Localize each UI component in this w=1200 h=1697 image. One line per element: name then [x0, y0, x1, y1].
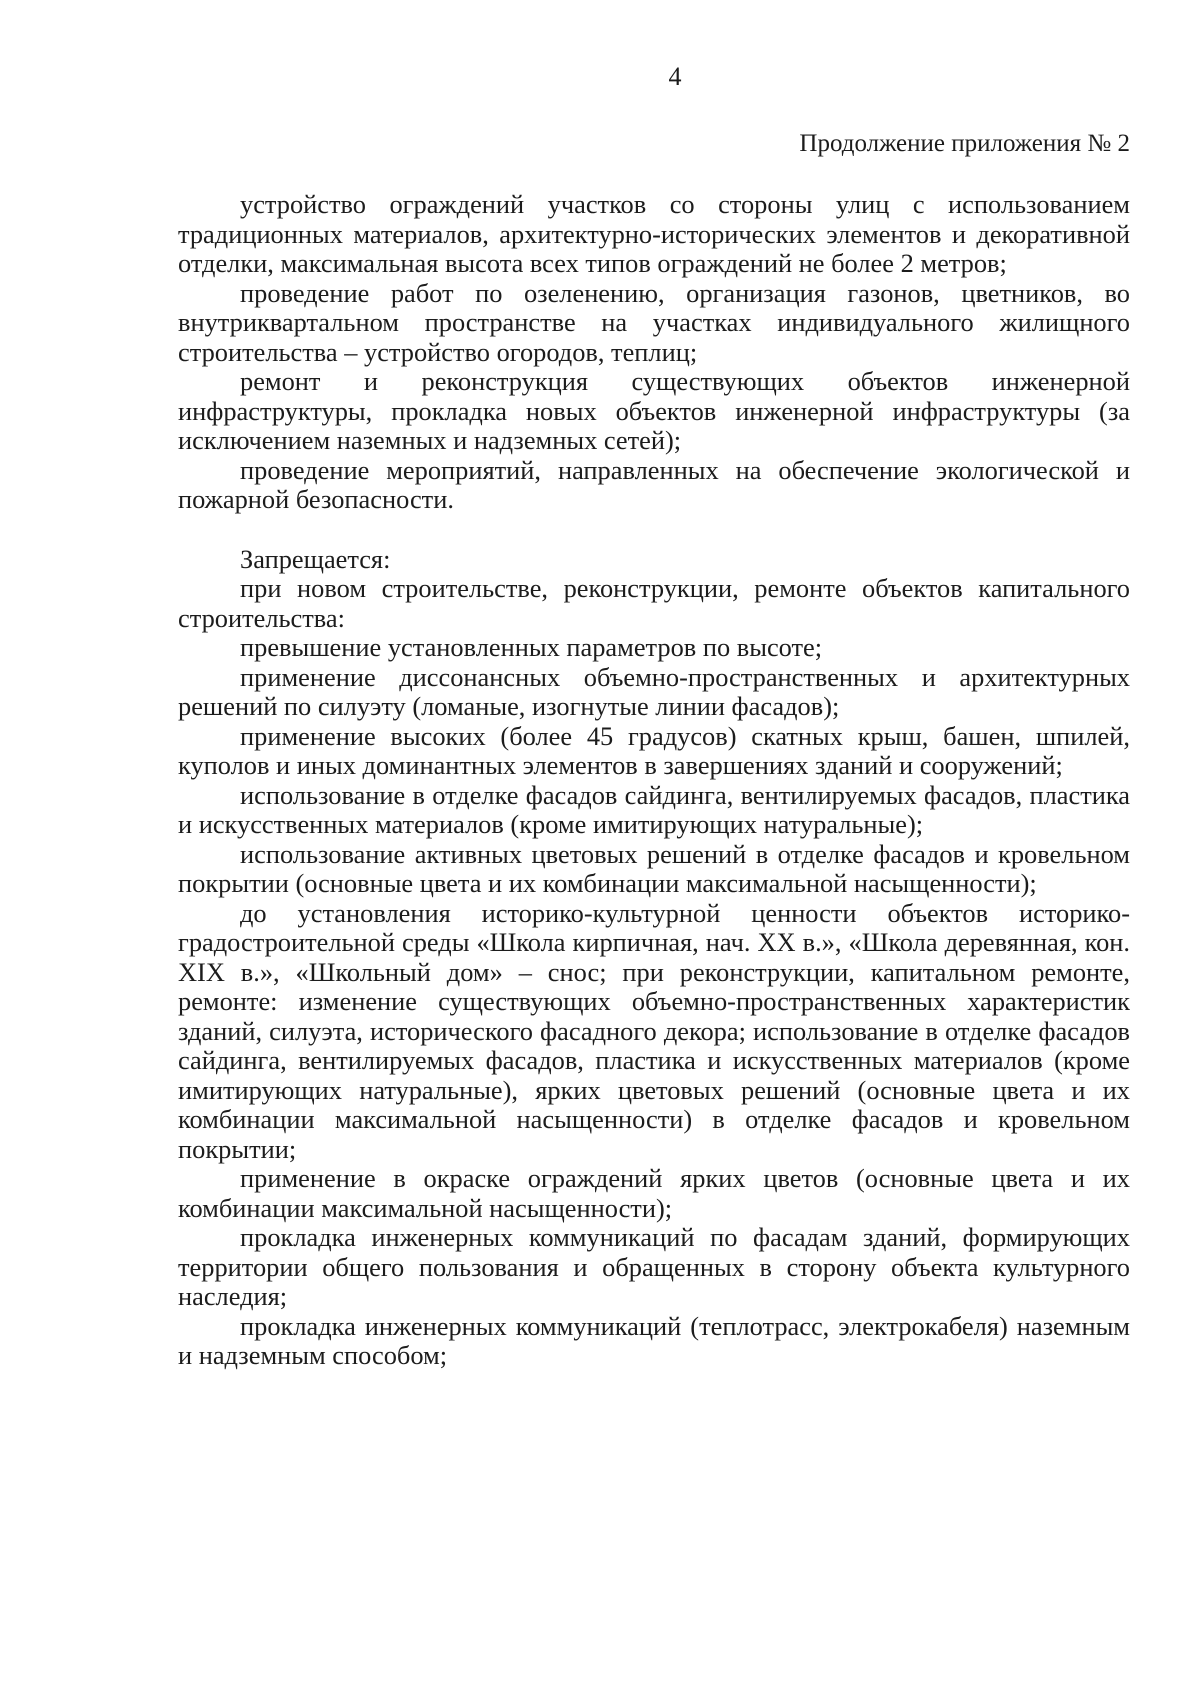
paragraph-infrastructure-repair: ремонт и реконструкция существующих объектов инженерной инфраструктуры, прокладка новых объектов инженерной инфраструктуры (за исключением наземных и надземных сетей); [178, 366, 1130, 455]
paragraph-facade-utilities: прокладка инженерных коммуникаций по фасадам зданий, формирующих территории общего пользования и обращенных в сторону объекта культурного наследия; [178, 1222, 1130, 1311]
paragraph-height-limit: превышение установленных параметров по высоте; [240, 632, 823, 662]
paragraph-safety-measures: проведение мероприятий, направленных на обеспечение экологической и пожарной безопасности. [178, 454, 1130, 514]
paragraph-fence-colors: применение в окраске ограждений ярких цветов (основные цвета и их комбинации максимальной насыщенности); [178, 1163, 1130, 1223]
paragraph-landscaping: проведение работ по озеленению, организация газонов, цветников, во внутриквартальном пространстве на участках индивидуального жилищного строительства – устройство огородов, теплиц; [178, 277, 1130, 367]
paragraph-dissonant-solutions: применение диссонансных объемно-пространственных и архитектурных решений по силуэту (ломаные, изогнутые линии фасадов); [178, 661, 1130, 721]
page-number: 4 [668, 62, 682, 91]
prohibited-heading: Запрещается: [240, 543, 391, 574]
paragraph-fences: устройство ограждений участков со стороны улиц с использованием традиционных материалов, архитектурно-исторических элементов и декоративной отделки, максимальная высота всех типов ограждений не более 2 метров; [178, 189, 1130, 278]
document-body [178, 190, 1130, 1371]
paragraph-historic-objects: до установления историко-культурной ценности объектов историко-градостроительной среды «Школа кирпичная, нач. XX в.», «Школа деревянная, кон. XIX в.», «Школьный дом» – снос; при реконструкции, капитальном ремонте, ремонте: изменение существующих объемно-пространственных характеристик зданий, силуэта, исторического фасадного декора; использование в отделке фасадов сайдинга, вентилируемых фасадов, пластика и искусственных материалов (кроме имитирующих натуральные), ярких цветовых решений (основные цвета и их комбинации максимальной насыщенности) в отделке фасадов и кровельном покрытии; [178, 897, 1130, 1164]
paragraph-new-construction: при новом строительстве, реконструкции, ремонте объектов капитального строительства: [178, 573, 1130, 633]
paragraph-active-colors: использование активных цветовых решений в отделке фасадов и кровельном покрытии (основные цвета и их комбинации максимальной насыщенности); [178, 838, 1130, 898]
paragraph-high-roofs: применение высоких (более 45 градусов) скатных крыш, башен, шпилей, куполов и иных доминантных элементов в завершениях зданий и сооружений; [178, 720, 1130, 780]
paragraph-facade-siding: использование в отделке фасадов сайдинга, вентилируемых фасадов, пластика и искусственных материалов (кроме имитирующих натуральные); [178, 779, 1130, 839]
appendix-continuation-label: Продолжение приложения № 2 [799, 130, 1130, 157]
paragraph-aboveground-utilities: прокладка инженерных коммуникаций (теплотрасс, электрокабеля) наземным и надземным способом; [178, 1310, 1130, 1370]
